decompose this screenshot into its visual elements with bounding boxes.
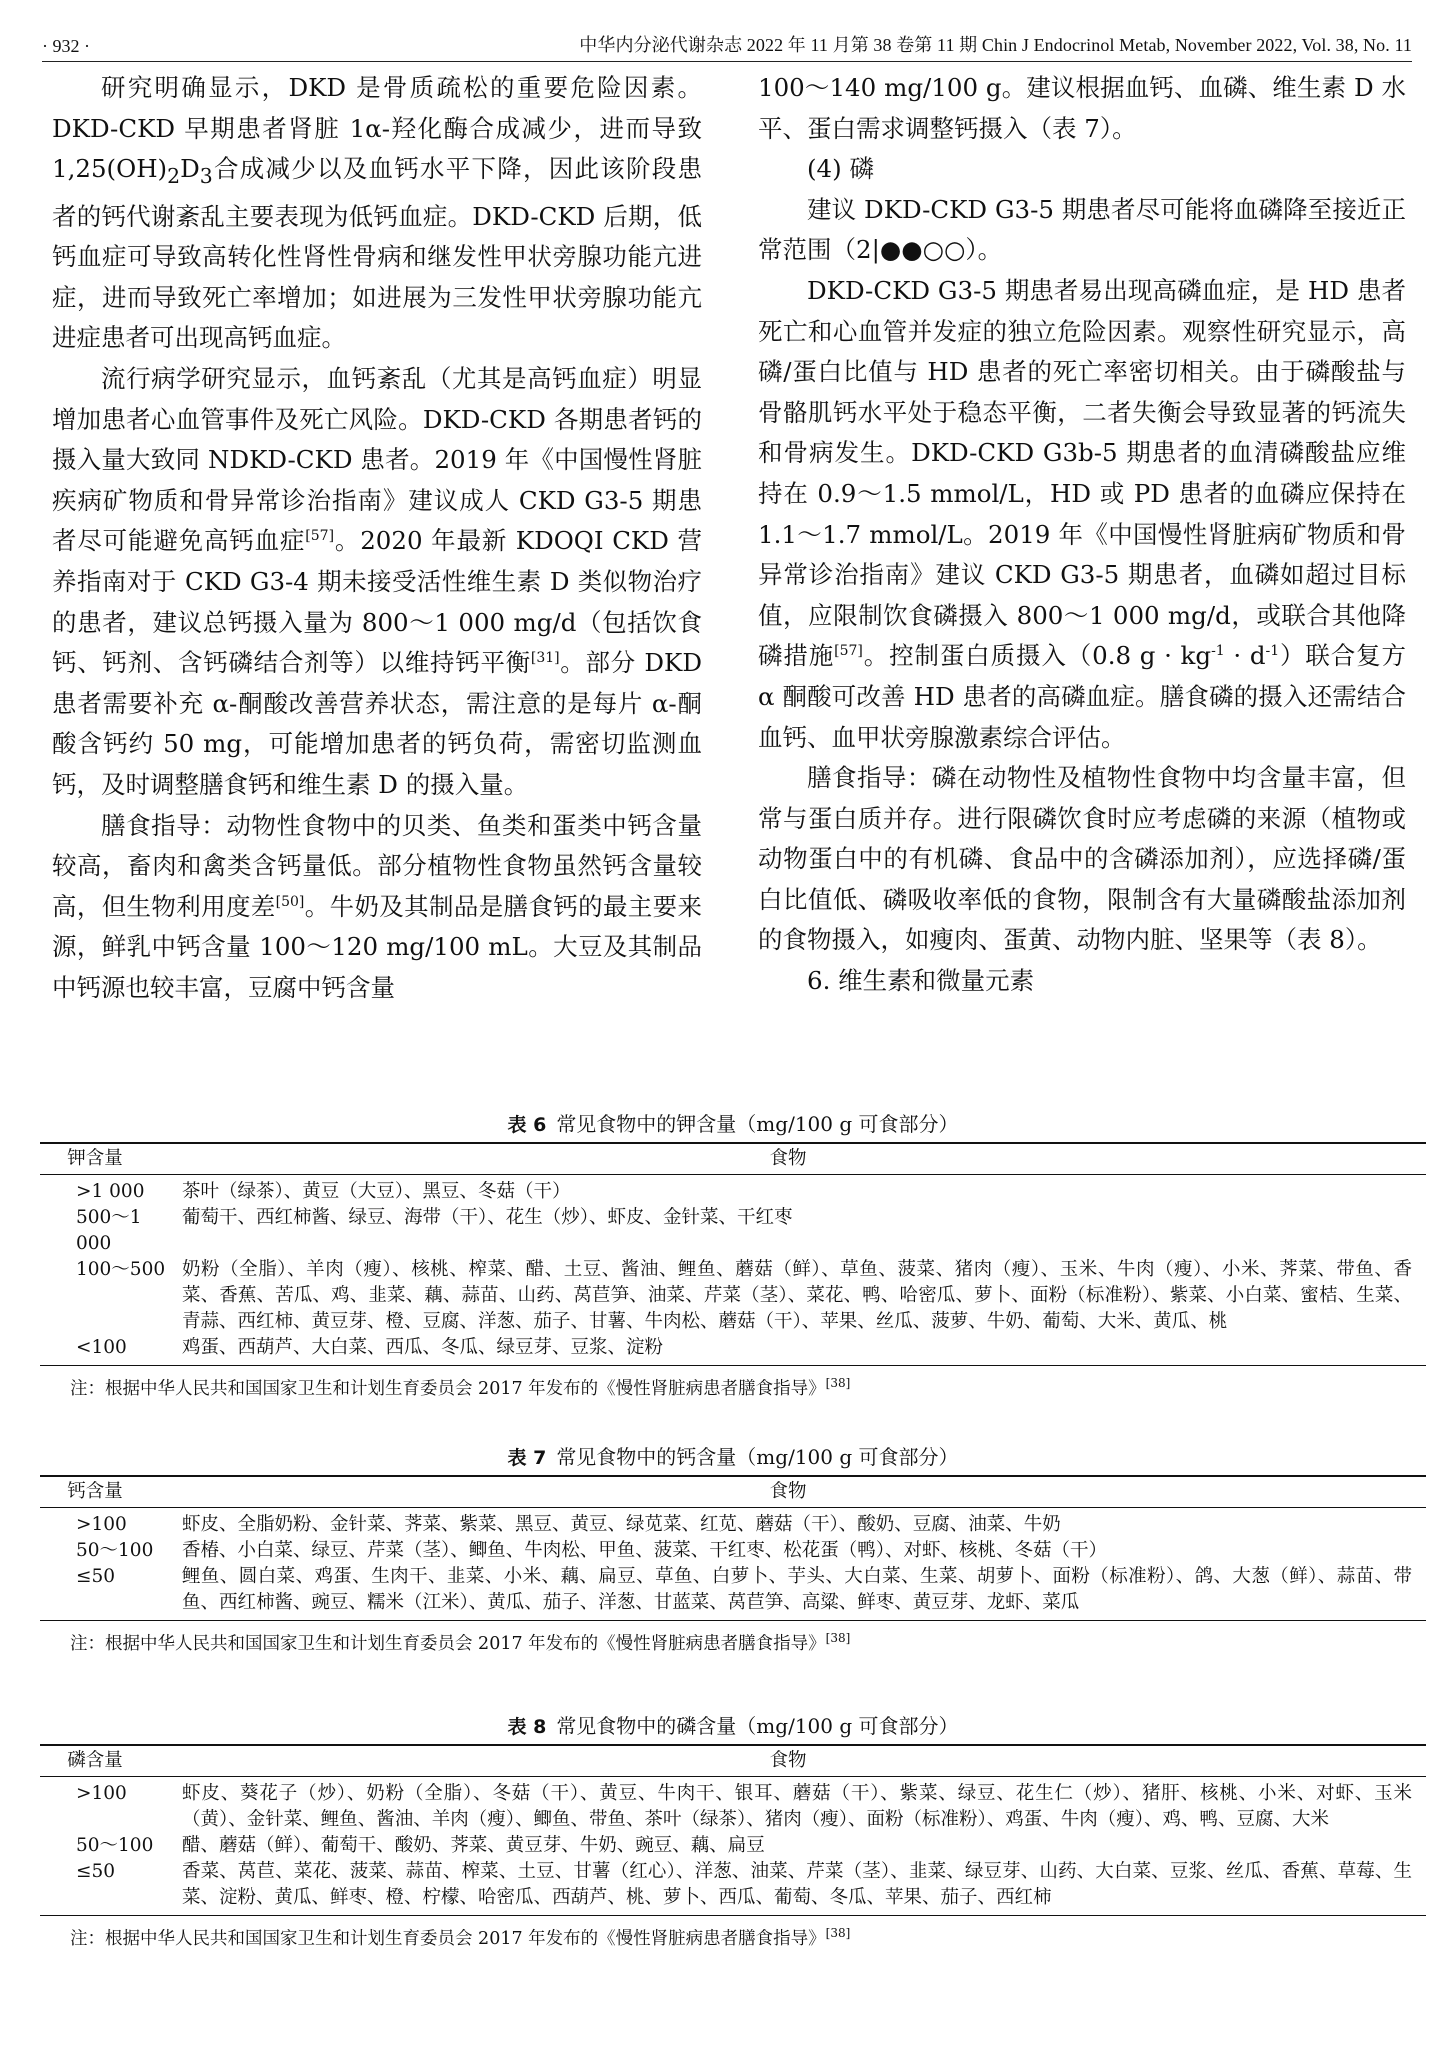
- table-frame: [40, 1142, 1426, 1366]
- content-level-cell: >1 000: [76, 1181, 145, 1202]
- table-body: [40, 1777, 1426, 1915]
- column-header-foods: 食物: [769, 1148, 807, 1169]
- column-header-level: 钙含量: [67, 1481, 123, 1502]
- foods-cell: 醋、蘑菇（鲜）、葡萄干、酸奶、荠菜、黄豆芽、牛奶、豌豆、藕、扁豆: [182, 1835, 765, 1856]
- table-title: 常见食物中的磷含量（mg/100 g 可食部分）: [556, 1714, 959, 1738]
- table-row: [40, 1205, 1426, 1257]
- content-level-cell: 50～100: [76, 1540, 154, 1561]
- content-level-cell: 100～500: [76, 1259, 166, 1280]
- content-level-cell: <100: [76, 1337, 127, 1358]
- paragraph-phosphorus-recommendation: 建议 DKD-CKD G3-5 期患者尽可能将血磷降至接近正常范围（2|●●○○）。: [758, 194, 1406, 265]
- table-body: [40, 1175, 1426, 1365]
- foods-cell: 鲤鱼、圆白菜、鸡蛋、生肉干、韭菜、小米、藕、扁豆、草鱼、白萝卜、芋头、大白菜、生菜、胡萝卜、面粉（标准粉）、鸽、大葱（鲜）、蒜苗、带鱼、西红柿酱、豌豆、糯米（江米）、黄瓜、茄子、洋葱、甘蓝菜、莴苣笋、高粱、鲜枣、黄豆芽、龙虾、菜瓜: [182, 1566, 1412, 1613]
- paragraph-phosphorus-diet-guidance: 膳食指导：磷在动物性及植物性食物中均含量丰富，但常与蛋白质并存。进行限磷饮食时应考虑磷的来源（植物或动物蛋白中的有机磷、食品中的含磷添加剂），应选择磷/蛋白比值低、磷吸收率低的食物，限制含有大量磷酸盐添加剂的食物摄入，如瘦肉、蛋黄、动物内脏、坚果等（表 8）。: [758, 763, 1406, 955]
- table-number: 表 8: [507, 1716, 547, 1738]
- table-frame: [40, 1475, 1426, 1621]
- column-header-level: 磷含量: [67, 1750, 123, 1771]
- content-level-cell: ≤50: [76, 1861, 116, 1882]
- table-phosphorus: [40, 1712, 1426, 1954]
- table-note: 注：根据中华人民共和国国家卫生和计划生育委员会 2017 年发布的《慢性肾脏病患者膳食指导》[38]: [70, 1926, 851, 1949]
- table-body: [40, 1508, 1426, 1620]
- content-level-cell: ≤50: [76, 1566, 116, 1587]
- table-row: [40, 1512, 1426, 1538]
- foods-cell: 香椿、小白菜、绿豆、芹菜（茎）、鲫鱼、牛肉松、甲鱼、菠菜、干红枣、松花蛋（鸭）、对虾、核桃、冬菇（干）: [182, 1540, 1108, 1561]
- table-caption: [40, 1443, 1426, 1471]
- foods-cell: 鸡蛋、西葫芦、大白菜、西瓜、冬瓜、绿豆芽、豆浆、淀粉: [182, 1337, 664, 1358]
- table-title: 常见食物中的钾含量（mg/100 g 可食部分）: [556, 1112, 959, 1136]
- paragraph-calcium-continued: 100～140 mg/100 g。建议根据血钙、血磷、维生素 D 水平、蛋白需求调整钙摄入（表 7）。: [758, 73, 1406, 143]
- paragraph-calcium-intake: 流行病学研究显示，血钙紊乱（尤其是高钙血症）明显增加患者心血管事件及死亡风险。DKD-CKD 各期患者钙的摄入量大致同 NDKD-CKD 患者。2019 年《中国慢性肾脏疾病矿物质和骨异常诊治指南》建议成人 CKD G3-5 期患者尽可能避免高钙血症[57]。2020 年最新 KDOQI CKD 营养指南对于 CKD G3-4 期未接受活性维生素 D 类似物治疗的患者，建议总钙摄入量为 800～1 000 mg/d（包括饮食钙、钙剂、含钙磷结合剂等）以维持钙平衡[31]。部分 DKD 患者需要补充 α-酮酸改善营养状态，需注意的是每片 α-酮酸含钙约 50 mg，可能增加患者的钙负荷，需密切监测血钙，及时调整膳食钙和维生素 D 的摄入量。: [52, 364, 703, 799]
- page-number: · 932 ·: [42, 36, 90, 56]
- left-column: [52, 68, 702, 1009]
- table-row: [40, 1257, 1426, 1335]
- foods-cell: 茶叶（绿茶）、黄豆（大豆）、黑豆、冬菇（干）: [182, 1181, 571, 1202]
- foods-cell: 香菜、莴苣、菜花、菠菜、蒜苗、榨菜、土豆、甘薯（红心）、洋葱、油菜、芹菜（茎）、韭菜、绿豆芽、山药、大白菜、豆浆、丝瓜、香蕉、草莓、生菜、淀粉、黄瓜、鲜枣、橙、柠檬、哈密瓜、西葫芦、桃、萝卜、西瓜、葡萄、冬瓜、苹果、茄子、西红柿: [182, 1861, 1412, 1908]
- column-header-level: 钾含量: [67, 1148, 123, 1169]
- table-header-row: [40, 1746, 1426, 1777]
- foods-cell: 奶粉（全脂）、羊肉（瘦）、核桃、榨菜、醋、土豆、酱油、鲤鱼、蘑菇（鲜）、草鱼、菠菜、猪肉（瘦）、玉米、牛肉（瘦）、小米、荠菜、带鱼、香菜、香蕉、苦瓜、鸡、韭菜、藕、蒜苗、山药、莴苣笋、油菜、芹菜（茎）、菜花、鸭、哈密瓜、萝卜、面粉（标准粉）、紫菜、小白菜、蜜桔、生菜、青蒜、西红柿、黄豆芽、橙、豆腐、洋葱、茄子、甘薯、牛肉松、蘑菇（干）、苹果、丝瓜、菠萝、牛奶、葡萄、大米、黄瓜、桃: [182, 1259, 1412, 1332]
- table-frame: [40, 1744, 1426, 1916]
- table-caption: [40, 1110, 1426, 1138]
- table-potassium: [40, 1110, 1426, 1404]
- table-header-row: [40, 1144, 1426, 1175]
- table-note: 注：根据中华人民共和国国家卫生和计划生育委员会 2017 年发布的《慢性肾脏病患者膳食指导》[38]: [70, 1631, 851, 1654]
- running-header: [42, 26, 1412, 62]
- table-row: [40, 1335, 1426, 1361]
- table-number: 表 6: [507, 1114, 547, 1136]
- paragraph-hyperphosphatemia: DKD-CKD G3-5 期患者易出现高磷血症，是 HD 患者死亡和心血管并发症的独立危险因素。观察性研究显示，高磷/蛋白比值与 HD 患者的死亡率密切相关。由于磷酸盐与骨骼肌钙水平处于稳态平衡，二者失衡会导致显著的钙流失和骨病发生。DKD-CKD G3b-5 期患者的血清磷酸盐应维持在 0.9～1.5 mmol/L，HD 或 PD 患者的血磷应保持在 1.1～1.7 mmol/L。2019 年《中国慢性肾脏病矿物质和骨异常诊治指南》建议 CKD G3-5 期患者，血磷如超过目标值，应限制饮食磷摄入 800～1 000 mg/d，或联合其他降磷措施[57]。控制蛋白质摄入（0.8 g · kg$^{-1}$ · d$^{-1}$）联合复方 α 酮酸可改善 HD 患者的高磷血症。膳食磷的摄入还需结合血钙、血甲状旁腺激素综合评估。: [758, 275, 1407, 752]
- table-note: 注：根据中华人民共和国国家卫生和计划生育委员会 2017 年发布的《慢性肾脏病患者膳食指导》[38]: [70, 1376, 851, 1399]
- content-level-cell: 50～100: [76, 1835, 154, 1856]
- table-number: 表 7: [507, 1447, 547, 1469]
- section-heading-vitamins: 6. 维生素和微量元素: [807, 966, 1035, 996]
- foods-cell: 虾皮、葵花子（炒）、奶粉（全脂）、冬菇（干）、黄豆、牛肉干、银耳、蘑菇（干）、紫菜、绿豆、花生仁（炒）、猪肝、核桃、小米、对虾、玉米（黄）、金针菜、鲤鱼、酱油、羊肉（瘦）、鲫鱼、带鱼、茶叶（绿茶）、猪肉（瘦）、面粉（标准粉）、鸡蛋、牛肉（瘦）、鸡、鸭、豆腐、大米: [182, 1783, 1412, 1830]
- table-row: [40, 1564, 1426, 1616]
- content-level-cell: 500～1 000: [76, 1207, 142, 1254]
- table-row: [40, 1781, 1426, 1833]
- right-column: [758, 68, 1406, 1002]
- table-caption: [40, 1712, 1426, 1740]
- column-header-foods: 食物: [769, 1750, 807, 1771]
- table-header-row: [40, 1477, 1426, 1508]
- table-row: [40, 1833, 1426, 1859]
- foods-cell: 葡萄干、西红柿酱、绿豆、海带（干）、花生（炒）、虾皮、金针菜、干红枣: [182, 1207, 793, 1228]
- content-level-cell: >100: [76, 1783, 127, 1804]
- column-header-foods: 食物: [769, 1481, 807, 1502]
- content-level-cell: >100: [76, 1514, 127, 1535]
- section-heading-phosphorus: (4) 磷: [807, 154, 874, 184]
- paragraph-calcium-diet-guidance: 膳食指导：动物性食物中的贝类、鱼类和蛋类中钙含量较高，畜肉和禽类含钙量低。部分植物性食物虽然钙含量较高，但生物利用度差[50]。牛奶及其制品是膳食钙的最主要来源，鲜乳中钙含量 100～120 mg/100 mL。大豆及其制品中钙源也较丰富，豆腐中钙含量: [52, 810, 703, 1002]
- table-row: [40, 1538, 1426, 1564]
- journal-citation: 中华内分泌代谢杂志 2022 年 11 月第 38 卷第 11 期 Chin J Endocrinol Metab, November 2022, Vol. 38, No. 11: [579, 35, 1412, 55]
- table-row: [40, 1179, 1426, 1205]
- paragraph-calcium-metabolism: 研究明确显示，DKD 是骨质疏松的重要危险因素。DKD-CKD 早期患者肾脏 1α-羟化酶合成减少，进而导致 $1,25(OH)_2D_3$合成减少以及血钙水平下降，因此该阶段患者的钙代谢紊乱主要表现为低钙血症。DKD-CKD 后期，低钙血症可导致高转化性肾性骨病和继发性甲状旁腺功能亢进症，进而导致死亡率增加；如进展为三发性甲状旁腺功能亢进症患者可出现高钙血症。: [52, 73, 702, 353]
- table-title: 常见食物中的钙含量（mg/100 g 可食部分）: [556, 1445, 959, 1469]
- table-row: [40, 1859, 1426, 1911]
- table-calcium: [40, 1443, 1426, 1659]
- foods-cell: 虾皮、全脂奶粉、金针菜、荠菜、紫菜、黑豆、黄豆、绿苋菜、红苋、蘑菇（干）、酸奶、豆腐、油菜、牛奶: [182, 1514, 1061, 1535]
